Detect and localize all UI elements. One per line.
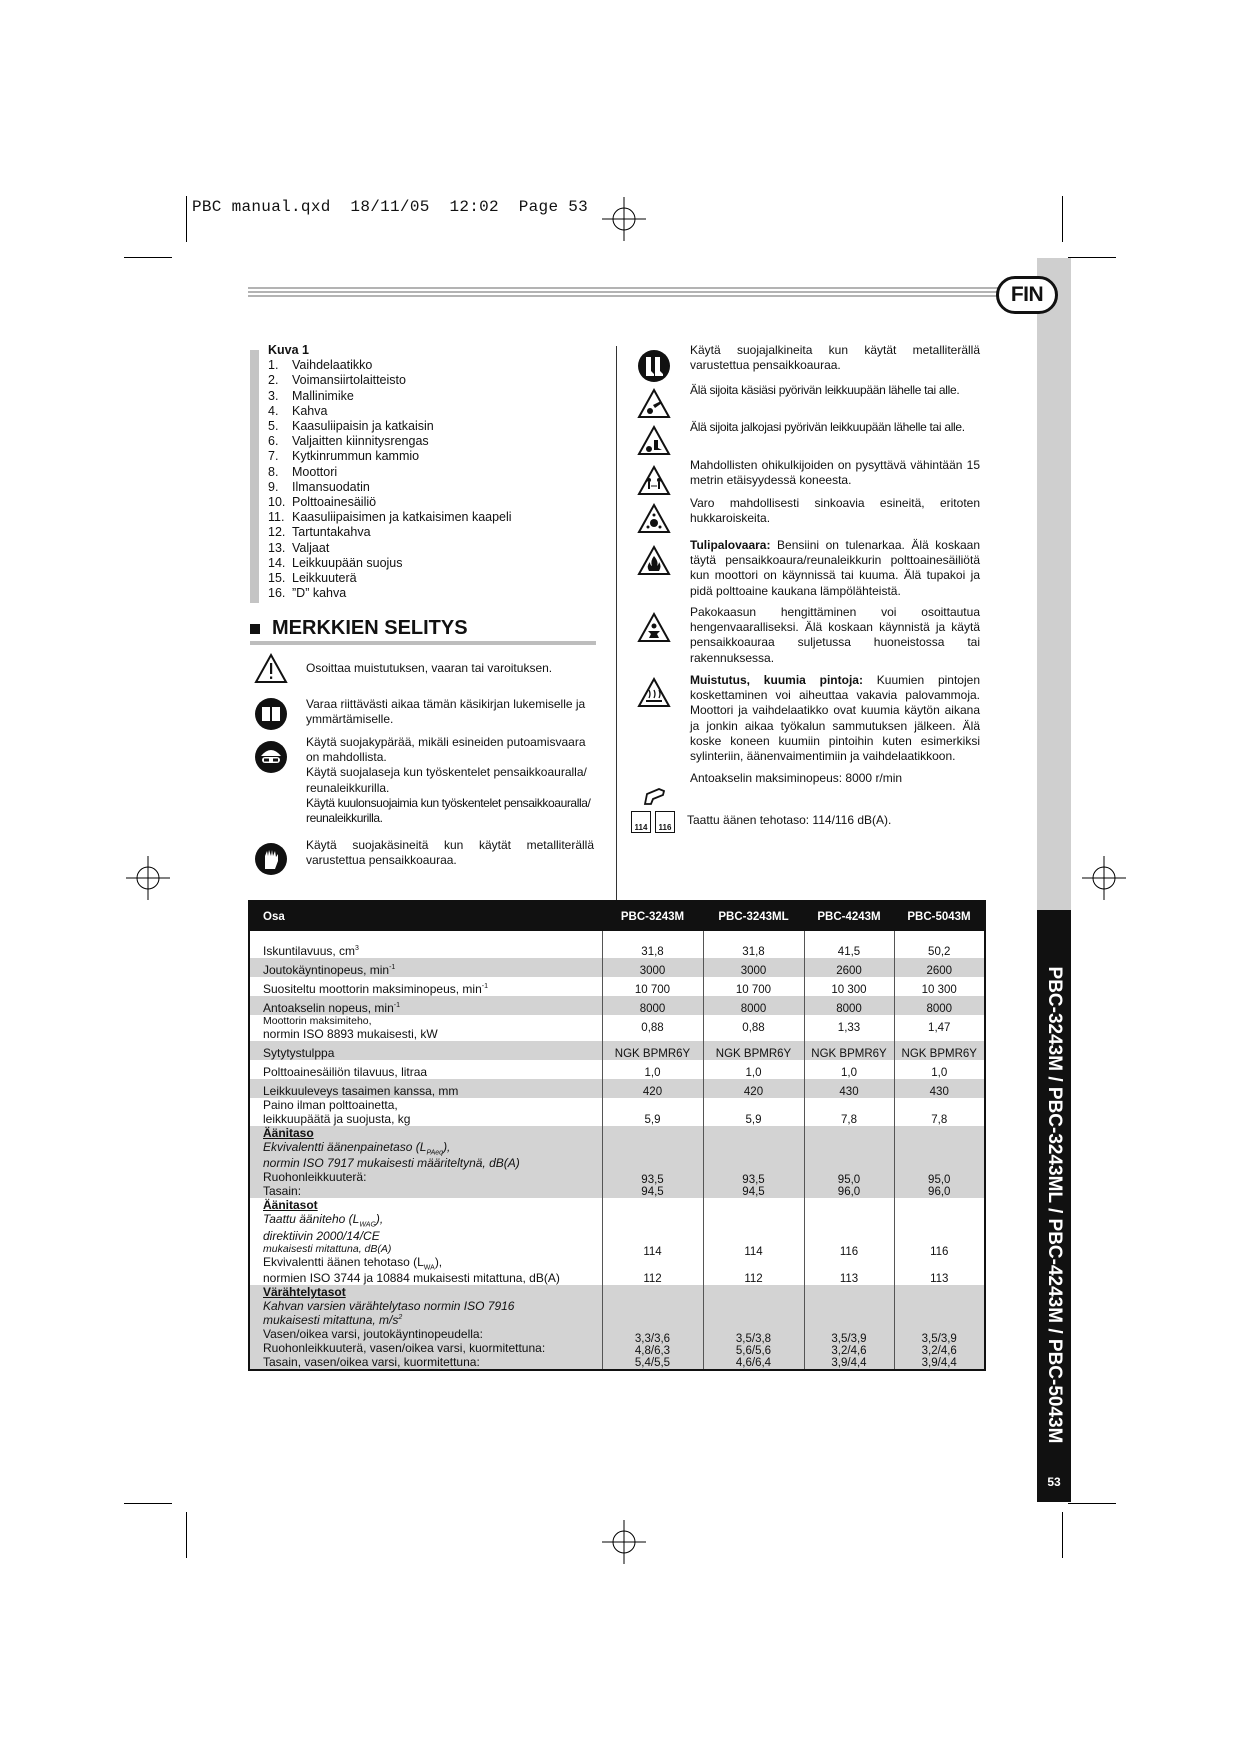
table-cell: 420 (703, 1079, 804, 1098)
list-item (268, 449, 512, 464)
list-item-number: 9. (268, 479, 279, 494)
crop-mark (1062, 1512, 1063, 1558)
table-cell: 3,2/4,6 (831, 1345, 867, 1358)
table-cell: 96,0 (837, 1186, 861, 1199)
symbol-ear-text: Käytä kuulonsuojaimia kun työskentelet pensaikkoauralla/ reunaleikkurilla. (306, 795, 591, 826)
side-model-title: PBC-3243M / PBC-3243ML / PBC-4243M / PBC-5043M (1044, 966, 1065, 1444)
symbol-distance (637, 458, 982, 498)
symbol-helmet-text: Käytä suojakypärää, mikäli esineiden putoamisvaara on mahdollista. (306, 735, 586, 765)
list-item-number: 10. (268, 495, 286, 510)
foot-blade-hazard-icon (637, 424, 671, 458)
table-cell: 430 (804, 1079, 894, 1098)
table-row (250, 1060, 984, 1079)
crop-mark (124, 1503, 172, 1504)
table-cell: 5,4/5,5 (634, 1357, 671, 1370)
list-item-label: Kahva (292, 403, 328, 418)
list-item-label: Polttoainesäiliö (292, 495, 377, 510)
table-cell: 93,5 (742, 1174, 765, 1187)
list-item (268, 373, 512, 388)
crop-mark (1062, 196, 1063, 242)
col-header: PBC-4243M (804, 902, 894, 931)
row-label: Moottorin maksimiteho, (263, 1015, 372, 1027)
table-cell: 94,5 (641, 1186, 664, 1199)
list-item-label: Vaihdelaatikko (292, 358, 373, 373)
list-item-label: Tartuntakahva (292, 525, 371, 540)
row-label: mukaisesti mitattuna, dB(A) (263, 1242, 392, 1255)
symbol-hands-text: Älä sijoita käsiäsi pyörivän leikkuupään lähelle tai alle. (690, 383, 960, 397)
table-cell: 0,88 (703, 1015, 804, 1041)
symbol-goggles-text: Käytä suojalaseja kun työskentelet pensaikkoauralla/ reunaleikkurilla. (306, 765, 587, 795)
symbol-shaft-speed (637, 771, 982, 811)
table-cell: 1,0 (931, 1067, 948, 1079)
crop-mark (186, 1512, 187, 1558)
symbol-sound-text: Taattu äänen tehotaso: 114/116 dB(A). (687, 813, 892, 827)
unit-sub: WA (423, 1264, 435, 1272)
table-row (250, 939, 984, 958)
bystander-distance-icon (637, 464, 671, 498)
hand-blade-hazard-icon (637, 387, 671, 421)
symbol-shaft-text: Antoakselin maksiminopeus: 8000 r/min (690, 771, 903, 785)
table-cell: 3000 (703, 958, 804, 977)
table-row (250, 1198, 984, 1285)
table-cell: 1,0 (703, 1060, 804, 1079)
symbol-hands (637, 383, 987, 421)
table-cell: 3,9/4,4 (831, 1357, 867, 1370)
shaft-speed-icon (637, 777, 671, 811)
table-row (250, 1079, 984, 1098)
table-cell: NGK BPMR6Y (894, 1041, 984, 1060)
table-cell: 7,8 (804, 1098, 894, 1126)
row-label: Ekvivalentti äänen tehotaso (L (263, 1254, 424, 1269)
table-cell: 10 700 (703, 977, 804, 996)
row-label: Vasen/oikea varsi, joutokäyntinopeudella: (263, 1327, 483, 1342)
row-label: normin ISO 7917 mukaisesti määriteltynä, dB(A) (263, 1156, 520, 1171)
symbol-boots-text: Käytä suojajalkineita kun käytät metalliterällä varustettua pensaikkoauraa. (690, 343, 980, 373)
row-label: Iskuntilavuus, cm (263, 944, 356, 958)
sound-116-icon: 116 (655, 811, 675, 833)
sound-power-icon (631, 811, 675, 833)
row-label: Antoakselin nopeus, min (263, 1001, 394, 1015)
hot-surface-icon (637, 676, 671, 710)
table-cell: 5,9 (602, 1098, 703, 1126)
list-item-number: 13. (268, 540, 286, 555)
table-cell: 3,2/4,6 (921, 1345, 957, 1358)
list-item (268, 541, 512, 556)
list-item-number: 3. (268, 388, 279, 403)
table-row (250, 1126, 984, 1198)
symbol-manual-text: Varaa riittävästi aikaa tämän käsikirjan lukemiselle ja ymmärtämiselle. (306, 697, 586, 727)
table-cell: NGK BPMR6Y (804, 1041, 894, 1060)
group-title: Äänitasot (263, 1198, 318, 1213)
table-cell: 3000 (602, 958, 703, 977)
symbol-distance-text: Mahdollisten ohikulkijoiden on pysyttävä vähintään 15 metrin etäisyydessä koneesta. (690, 458, 980, 488)
list-item (268, 571, 512, 586)
column-divider (616, 346, 617, 902)
row-label: Kahvan varsien värähtelytaso normin ISO 7916 (263, 1299, 515, 1314)
col-header: PBC-3243M (602, 902, 703, 931)
table-cell: 3,5/3,9 (921, 1333, 957, 1346)
table-cell: NGK BPMR6Y (703, 1041, 804, 1060)
col-header: PBC-3243ML (703, 902, 804, 931)
table-cell: 430 (894, 1079, 984, 1098)
list-item (268, 404, 512, 419)
figure-title: Kuva 1 (268, 343, 309, 357)
table-cell: 41,5 (804, 939, 894, 958)
row-label: Suositeltu moottorin maksiminopeus, min (263, 982, 482, 996)
list-item-label: Kaasuliipaisin ja katkaisin (292, 419, 434, 434)
table-cell: 112 (643, 1273, 662, 1286)
page-number: 53 (1047, 1475, 1061, 1489)
unit-sup: -1 (393, 1002, 400, 1009)
table-cell: 10 300 (921, 984, 957, 996)
print-slug: PBC manual.qxd 18/11/05 12:02 Page 53 (192, 198, 589, 216)
row-label: normien ISO 3744 ja 10884 mukaisesti mitattuna, dB(A) (263, 1271, 560, 1286)
group-title: Äänitaso (263, 1126, 314, 1140)
symbol-boots (637, 343, 982, 383)
table-cell: 4,8/6,3 (634, 1345, 671, 1358)
list-item (268, 556, 512, 571)
row-label: ), (443, 1140, 451, 1154)
list-item-number: 7. (268, 449, 279, 464)
crop-mark (1068, 257, 1116, 258)
table-cell: 1,0 (602, 1060, 703, 1079)
unit-sub: WAG (359, 1221, 376, 1229)
table-cell: 2600 (894, 958, 984, 977)
row-label: Taattu äänitehо (L (263, 1212, 360, 1227)
table-cell: 8000 (894, 996, 984, 1015)
symbol-sound-power (631, 811, 986, 833)
list-item (268, 358, 512, 373)
list-item-number: 5. (268, 419, 279, 434)
list-item-number: 8. (268, 464, 279, 479)
list-item-label: Ilmansuodatin (292, 479, 370, 494)
symbol-feet-text: Älä sijoita jalkojasi pyörivän leikkuupään lähelle tai alle. (690, 420, 965, 434)
list-item-number: 11. (268, 510, 285, 525)
table-cell: 3,9/4,4 (921, 1357, 957, 1370)
fire-hazard-icon (637, 544, 671, 578)
warning-triangle-icon (254, 652, 288, 686)
symbol-gloves (254, 838, 594, 876)
row-label: Ruohonleikkuuterä, vasen/oikea varsi, kuormitettuna: (263, 1341, 546, 1356)
symbol-hot-surface (637, 673, 982, 764)
table-row (250, 977, 984, 996)
list-item (268, 480, 512, 495)
flying-objects-icon (637, 502, 671, 536)
helmet-goggles-icon (254, 740, 288, 774)
symbol-objects-text: Varo mahdollisesti sinkoavia esineitä, eritoten hukkaroiskeita. (690, 496, 980, 526)
list-item (268, 465, 512, 480)
list-item-label: Leikkuuterä (292, 571, 357, 586)
list-item-label: ”D” kahva (292, 586, 347, 601)
read-manual-icon (254, 697, 288, 731)
list-item-number: 16. (268, 586, 286, 601)
list-item (268, 434, 512, 449)
unit-sup: 3 (355, 945, 359, 952)
list-item-number: 15. (268, 571, 286, 586)
safety-boots-icon (637, 349, 671, 383)
list-item-label: Valjaitten kiinnitysrengas (292, 434, 429, 449)
language-badge: FIN (996, 276, 1058, 314)
list-item (268, 495, 512, 510)
col-header: PBC-5043M (894, 902, 984, 931)
section-heading (250, 617, 468, 640)
table-row (250, 958, 984, 977)
table-cell: 116 (930, 1246, 949, 1259)
registration-mark-icon (602, 1520, 646, 1564)
table-cell: 1,47 (928, 1022, 951, 1034)
list-item (268, 586, 512, 601)
section-rule (250, 641, 596, 645)
table-cell: 31,8 (703, 939, 804, 958)
table-header-row (250, 902, 984, 931)
row-label: Tasain: (263, 1184, 302, 1199)
row-label: ), (434, 1254, 443, 1269)
row-label: leikkuupäätä ja suojusta, kg (263, 1112, 411, 1126)
group-title: Värähtelytasot (263, 1285, 346, 1300)
table-cell: 4,6/6,4 (735, 1357, 772, 1370)
table-cell: 8000 (602, 996, 703, 1015)
table-cell: 114 (643, 1246, 662, 1259)
list-item-number: 12. (268, 525, 286, 540)
row-label: Joutokäyntinopeus, min (263, 963, 390, 977)
row-label: mukaisesti mitattuna, m/s (263, 1313, 399, 1328)
table-cell: 10 700 (602, 977, 703, 996)
table-cell: 93,5 (641, 1174, 664, 1187)
table-cell: 114 (744, 1246, 763, 1259)
col-header: Osa (250, 902, 602, 931)
unit-sup: 2 (398, 1314, 403, 1322)
table-cell: 1,0 (804, 1060, 894, 1079)
symbol-exhaust (637, 605, 982, 666)
row-label: Sytytystulppa (250, 1041, 602, 1060)
section-heading-text: MERKKIEN SELITYS (272, 617, 468, 639)
table-cell: 113 (930, 1273, 949, 1286)
table-cell: 5,9 (703, 1098, 804, 1126)
sound-114-icon: 114 (631, 811, 651, 833)
row-label: Tasain, vasen/oikea varsi, kuormitettuna: (263, 1355, 480, 1370)
symbol-warning-text: Osoittaa muistutuksen, vaaran tai varoituksen. (306, 661, 553, 675)
table-cell: 3,3/3,6 (634, 1333, 671, 1346)
symbol-protective-gear (254, 735, 599, 826)
list-item-number: 2. (268, 373, 279, 388)
table-cell: 7,8 (931, 1114, 948, 1126)
unit-sup: -1 (481, 983, 488, 990)
list-item-label: Leikkuupään suojus (292, 555, 403, 570)
list-item-label: Kytkinrummun kammio (292, 449, 420, 464)
row-label: ), (375, 1212, 384, 1227)
crop-mark (124, 257, 172, 258)
table-cell: 96,0 (928, 1186, 951, 1199)
symbol-exhaust-text: Pakokaasun hengittäminen voi osoittautua hengenvaaralliseksi. Älä koskaan käynnistä ja käytä pensaikkoauraa suljetussa huoneistossa tai rakennuksessa. (690, 605, 980, 665)
row-label: Leikkuuleveys tasaimen kanssa, mm (250, 1079, 602, 1098)
crop-mark (1068, 1503, 1116, 1504)
row-label: Ruohonleikkuuterä: (263, 1170, 367, 1185)
row-label: Ekvivalentti äänenpainetaso (L (263, 1140, 427, 1154)
table-cell: 116 (839, 1246, 859, 1259)
table-cell: 94,5 (742, 1186, 765, 1199)
table-row (250, 1285, 984, 1369)
table-cell: NGK BPMR6Y (602, 1041, 703, 1060)
table-cell: 112 (744, 1273, 763, 1286)
list-item-number: 14. (268, 555, 286, 570)
list-item-number: 4. (268, 403, 279, 418)
symbol-feet (637, 420, 987, 458)
row-label: Polttoainesäiliön tilavuus, litraa (250, 1060, 602, 1079)
unit-sup: -1 (389, 964, 396, 971)
symbol-manual (254, 697, 594, 731)
figure-list-bar (250, 350, 259, 603)
unit-sub: PAeq (426, 1149, 444, 1157)
list-item-number: 6. (268, 434, 279, 449)
table-cell: 95,0 (837, 1174, 861, 1187)
row-label: Paino ilman polttoainetta, (263, 1098, 398, 1112)
gloves-icon (254, 842, 288, 876)
symbol-gloves-text: Käytä suojakäsineitä kun käytät metalliterällä varustettua pensaikkoauraa. (306, 838, 594, 868)
list-item (268, 525, 512, 540)
fire-label: Tulipalovaara: (690, 538, 771, 552)
row-label: direktiivin 2000/14/CE (263, 1228, 380, 1243)
table-row (250, 1015, 984, 1041)
table-cell: 8000 (804, 996, 894, 1015)
registration-mark-icon (602, 197, 646, 241)
table-cell: 3,5/3,9 (831, 1333, 867, 1346)
symbol-warning (254, 652, 594, 686)
crop-mark (186, 196, 187, 242)
figure-parts-list (268, 343, 512, 601)
registration-mark-icon (126, 856, 170, 900)
symbol-fire-text: Bensiini on tulenarkaa. Älä koskaan täytä pensaikkoaura/reunaleikkurin polttoainesäiliötä kun moottori on käynnissä tai kuuma. Älä tupakoi ja pidä polttoaine kaukana lämpölähteistä. (690, 538, 980, 598)
symbol-objects (637, 496, 982, 536)
table-cell: 2600 (804, 958, 894, 977)
table-row (250, 1098, 984, 1126)
table-row (250, 996, 984, 1015)
spec-table (248, 900, 986, 1371)
table-cell: 31,8 (602, 939, 703, 958)
hot-label: Muistutus, kuumia pintoja: (690, 673, 863, 687)
list-item (268, 419, 512, 434)
table-cell: 10 300 (804, 977, 894, 996)
registration-mark-icon (1082, 856, 1126, 900)
table-cell: 5,6/5,6 (735, 1345, 772, 1358)
list-item (268, 389, 512, 404)
table-cell: 1,33 (804, 1015, 894, 1041)
row-label: normin ISO 8893 mukaisesti, kW (263, 1027, 438, 1041)
table-row (250, 1041, 984, 1060)
list-item-label: Mallinimike (292, 388, 354, 403)
table-cell: 3,5/3,8 (735, 1333, 772, 1346)
list-item-label: Kaasuliipaisimen ja katkaisimen kaapeli (292, 510, 512, 525)
table-cell: 420 (602, 1079, 703, 1098)
header-rule (248, 287, 1033, 301)
list-item-label: Moottori (292, 464, 338, 479)
list-item-label: Valjaat (292, 540, 330, 555)
table-cell: 8000 (703, 996, 804, 1015)
table-cell: 95,0 (928, 1174, 951, 1187)
list-item (268, 510, 512, 525)
list-item-label: Voimansiirtolaitteisto (292, 373, 406, 388)
table-cell: 0,88 (602, 1015, 703, 1041)
symbol-hot-text: Kuumien pintojen koskettaminen voi aiheuttaa vakavia palovammoja. Moottori ja vaihdelaatikko ovat kuumia käytön aikana ja jonkin aikaa työkalun sammutuksen jälkeen. Älä koske koneen kuumiin pintoihin kuten esimerkiksi sylinteriin, äänenvaimentimiin ja vaihdelaatikkoon. (690, 673, 980, 764)
table-cell: 113 (839, 1273, 859, 1286)
table-cell: 50,2 (928, 946, 951, 958)
list-item-number: 1. (268, 358, 279, 373)
exhaust-gas-icon (637, 611, 671, 645)
symbol-fire (637, 538, 982, 599)
